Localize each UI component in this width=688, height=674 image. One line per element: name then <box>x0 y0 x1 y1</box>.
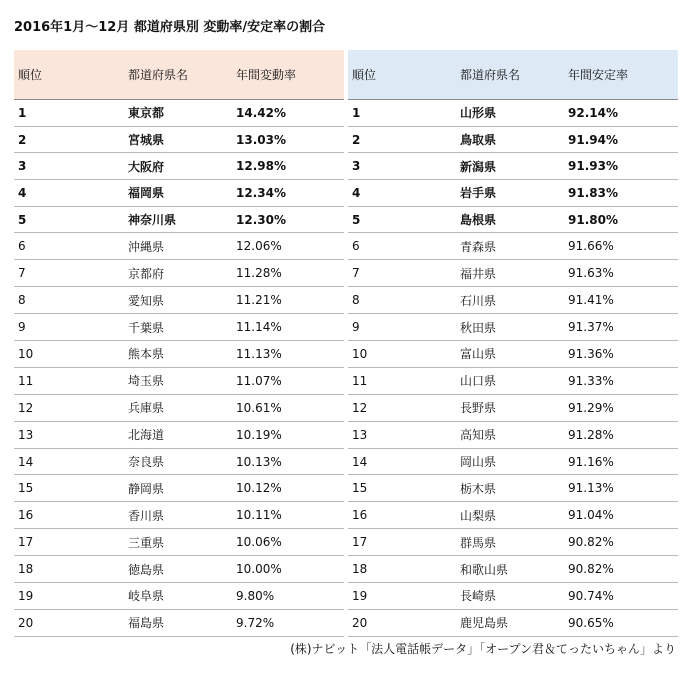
fluct-rank-cell: 19 <box>14 583 124 610</box>
fluct-rate-cell: 11.13% <box>232 341 346 368</box>
stable-prefecture-cell: 新潟県 <box>456 153 564 180</box>
stable-rank-cell: 17 <box>346 529 456 556</box>
fluct-rate-cell: 10.13% <box>232 448 346 475</box>
fluct-rank-cell: 4 <box>14 180 124 207</box>
stable-prefecture-cell: 島根県 <box>456 206 564 233</box>
fluct-rank-cell: 8 <box>14 287 124 314</box>
fluct-prefecture-cell: 京都府 <box>124 260 232 287</box>
fluct-rate-cell: 10.00% <box>232 556 346 583</box>
stable-rate-cell: 90.74% <box>564 583 678 610</box>
fluct-rank-cell: 1 <box>14 100 124 127</box>
stable-prefecture-cell: 青森県 <box>456 233 564 260</box>
table-row <box>14 126 678 153</box>
stable-rank-cell: 5 <box>346 206 456 233</box>
table-row <box>14 448 678 475</box>
fluct-prefecture-cell: 徳島県 <box>124 556 232 583</box>
table-row <box>14 260 678 287</box>
table-row <box>14 529 678 556</box>
fluct-rank-cell: 18 <box>14 556 124 583</box>
fluct-prefecture-cell: 岐阜県 <box>124 583 232 610</box>
fluct-prefecture-cell: 三重県 <box>124 529 232 556</box>
fluct-rank-cell: 20 <box>14 609 124 636</box>
source-note: (株)ナビット「法人電話帳データ」「オープン君＆てったいちゃん」より <box>290 642 676 656</box>
fluct-prefecture-cell: 兵庫県 <box>124 394 232 421</box>
stable-rank-cell: 8 <box>346 287 456 314</box>
stable-rank-cell: 2 <box>346 126 456 153</box>
fluct-rate-cell: 9.72% <box>232 609 346 636</box>
table-row <box>14 314 678 341</box>
table-row <box>14 609 678 636</box>
table-row <box>14 556 678 583</box>
stable-rank-cell: 9 <box>346 314 456 341</box>
stable-rank-cell: 3 <box>346 153 456 180</box>
stable-prefecture-cell: 群馬県 <box>456 529 564 556</box>
stable-prefecture-cell: 鹿児島県 <box>456 609 564 636</box>
stable-rank-cell: 14 <box>346 448 456 475</box>
stable-rate-cell: 91.93% <box>564 153 678 180</box>
table-row <box>14 502 678 529</box>
header-stable-prefecture: 都道府県名 <box>456 50 564 100</box>
header-fluct-prefecture: 都道府県名 <box>124 50 232 100</box>
stable-rate-cell: 91.94% <box>564 126 678 153</box>
fluct-rate-cell: 12.30% <box>232 206 346 233</box>
table-header-row <box>14 50 678 100</box>
fluct-rank-cell: 6 <box>14 233 124 260</box>
ranking-table <box>14 50 678 637</box>
fluct-rank-cell: 5 <box>14 206 124 233</box>
stable-prefecture-cell: 富山県 <box>456 341 564 368</box>
fluct-prefecture-cell: 愛知県 <box>124 287 232 314</box>
table-row <box>14 233 678 260</box>
fluct-rank-cell: 15 <box>14 475 124 502</box>
stable-rank-cell: 18 <box>346 556 456 583</box>
fluct-prefecture-cell: 静岡県 <box>124 475 232 502</box>
fluct-rank-cell: 14 <box>14 448 124 475</box>
stable-prefecture-cell: 秋田県 <box>456 314 564 341</box>
stable-rate-cell: 91.80% <box>564 206 678 233</box>
fluct-rate-cell: 11.07% <box>232 367 346 394</box>
stable-prefecture-cell: 長野県 <box>456 394 564 421</box>
fluct-rank-cell: 2 <box>14 126 124 153</box>
stable-rank-cell: 12 <box>346 394 456 421</box>
stable-rate-cell: 91.28% <box>564 421 678 448</box>
stable-rank-cell: 19 <box>346 583 456 610</box>
table-row <box>14 475 678 502</box>
table-row <box>14 206 678 233</box>
fluct-rank-cell: 16 <box>14 502 124 529</box>
fluct-rate-cell: 12.98% <box>232 153 346 180</box>
stable-rate-cell: 91.66% <box>564 233 678 260</box>
header-fluct-rate: 年間変動率 <box>232 50 346 100</box>
stable-rate-cell: 91.29% <box>564 394 678 421</box>
fluct-rate-cell: 12.34% <box>232 180 346 207</box>
stable-rank-cell: 4 <box>346 180 456 207</box>
fluct-rate-cell: 10.11% <box>232 502 346 529</box>
stable-prefecture-cell: 長崎県 <box>456 583 564 610</box>
fluct-rank-cell: 17 <box>14 529 124 556</box>
stable-rank-cell: 6 <box>346 233 456 260</box>
fluct-rate-cell: 10.61% <box>232 394 346 421</box>
fluct-rate-cell: 11.14% <box>232 314 346 341</box>
fluct-prefecture-cell: 熊本県 <box>124 341 232 368</box>
fluct-rank-cell: 9 <box>14 314 124 341</box>
fluct-rate-cell: 10.19% <box>232 421 346 448</box>
page-title: 2016年1月〜12月 都道府県別 変動率/安定率の割合 <box>14 20 326 35</box>
fluct-rank-cell: 11 <box>14 367 124 394</box>
stable-prefecture-cell: 福井県 <box>456 260 564 287</box>
fluct-rate-cell: 11.21% <box>232 287 346 314</box>
stable-rate-cell: 91.04% <box>564 502 678 529</box>
stable-prefecture-cell: 岡山県 <box>456 448 564 475</box>
stable-rate-cell: 91.16% <box>564 448 678 475</box>
fluct-rate-cell: 10.06% <box>232 529 346 556</box>
table-row <box>14 341 678 368</box>
fluct-rate-cell: 13.03% <box>232 126 346 153</box>
stable-rate-cell: 91.83% <box>564 180 678 207</box>
table-row <box>14 153 678 180</box>
stable-rank-cell: 11 <box>346 367 456 394</box>
fluct-rank-cell: 7 <box>14 260 124 287</box>
header-stable-rank: 順位 <box>346 50 456 100</box>
stable-rank-cell: 1 <box>346 100 456 127</box>
fluct-rate-cell: 9.80% <box>232 583 346 610</box>
fluct-prefecture-cell: 埼玉県 <box>124 367 232 394</box>
fluct-prefecture-cell: 奈良県 <box>124 448 232 475</box>
stable-rate-cell: 91.37% <box>564 314 678 341</box>
fluct-prefecture-cell: 千葉県 <box>124 314 232 341</box>
stable-rate-cell: 91.41% <box>564 287 678 314</box>
stable-rank-cell: 7 <box>346 260 456 287</box>
stable-prefecture-cell: 高知県 <box>456 421 564 448</box>
fluct-prefecture-cell: 宮城県 <box>124 126 232 153</box>
fluct-prefecture-cell: 北海道 <box>124 421 232 448</box>
fluct-prefecture-cell: 福島県 <box>124 609 232 636</box>
stable-rate-cell: 91.33% <box>564 367 678 394</box>
table-row <box>14 100 678 127</box>
fluct-prefecture-cell: 神奈川県 <box>124 206 232 233</box>
table-body <box>14 100 678 637</box>
stable-rate-cell: 91.63% <box>564 260 678 287</box>
table-row <box>14 367 678 394</box>
stable-prefecture-cell: 鳥取県 <box>456 126 564 153</box>
stable-rank-cell: 10 <box>346 341 456 368</box>
header-stable-rate: 年間安定率 <box>564 50 678 100</box>
fluct-rate-cell: 14.42% <box>232 100 346 127</box>
stable-rate-cell: 91.13% <box>564 475 678 502</box>
stable-rank-cell: 20 <box>346 609 456 636</box>
stable-rate-cell: 90.82% <box>564 529 678 556</box>
fluct-prefecture-cell: 東京都 <box>124 100 232 127</box>
header-fluct-rank: 順位 <box>14 50 124 100</box>
table-row <box>14 287 678 314</box>
stable-rate-cell: 90.82% <box>564 556 678 583</box>
stable-rank-cell: 16 <box>346 502 456 529</box>
stable-rate-cell: 92.14% <box>564 100 678 127</box>
fluct-rank-cell: 12 <box>14 394 124 421</box>
fluct-prefecture-cell: 香川県 <box>124 502 232 529</box>
stable-prefecture-cell: 和歌山県 <box>456 556 564 583</box>
fluct-prefecture-cell: 福岡県 <box>124 180 232 207</box>
stable-prefecture-cell: 山梨県 <box>456 502 564 529</box>
table-row <box>14 583 678 610</box>
stable-prefecture-cell: 栃木県 <box>456 475 564 502</box>
fluct-rank-cell: 3 <box>14 153 124 180</box>
table-row <box>14 180 678 207</box>
stable-rank-cell: 13 <box>346 421 456 448</box>
stable-prefecture-cell: 石川県 <box>456 287 564 314</box>
fluct-rate-cell: 11.28% <box>232 260 346 287</box>
fluct-rank-cell: 10 <box>14 341 124 368</box>
stable-rate-cell: 90.65% <box>564 609 678 636</box>
table-row <box>14 421 678 448</box>
table-row <box>14 394 678 421</box>
stable-prefecture-cell: 山口県 <box>456 367 564 394</box>
fluct-prefecture-cell: 大阪府 <box>124 153 232 180</box>
fluct-rate-cell: 10.12% <box>232 475 346 502</box>
stable-prefecture-cell: 岩手県 <box>456 180 564 207</box>
fluct-prefecture-cell: 沖縄県 <box>124 233 232 260</box>
stable-rate-cell: 91.36% <box>564 341 678 368</box>
stable-rank-cell: 15 <box>346 475 456 502</box>
fluct-rank-cell: 13 <box>14 421 124 448</box>
fluct-rate-cell: 12.06% <box>232 233 346 260</box>
stable-prefecture-cell: 山形県 <box>456 100 564 127</box>
